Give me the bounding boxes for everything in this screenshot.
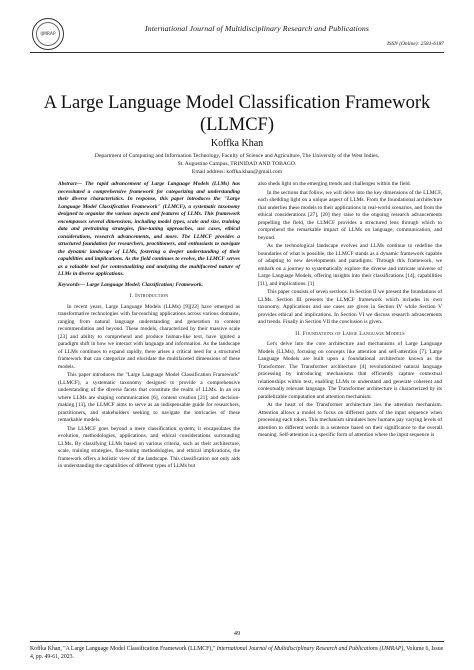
paragraph: also sheds light on the emerging trends and challenges within the field. — [258, 181, 411, 187]
paragraph: At the heart of the Transformer architecture lies the attention mechanism. Attention allows a model to focus on different parts of the input sequence when processing each token. This mechanism simulates how humans pay varying levels of attention to different words in a sentence based on their significance to the overall meaning. Self-attention is a specific form of attention where the input sequence is — [258, 402, 442, 438]
paragraph: This paper consists of seven sections. In Section II we present the foundations of LLMs. Section III presents the LLMCF framework which includes its own taxonomy. Applications and use cases are given in Section IV while Section V provides ethical and implications. In Section VI we discuss research advancements and trends. Finally in Section VII the conclusion is given. — [258, 289, 442, 325]
author-name: Koffka Khan — [210, 138, 264, 149]
left-column — [58, 181, 240, 472]
email: Email address: koffka.khan@gmail.com — [191, 169, 283, 175]
footer-journal: International Journal of Multidisciplinary Research and Publications (IJMRAP) — [216, 646, 404, 652]
logo-text: IJMRAP — [40, 31, 56, 37]
abstract-label: Abstract— — [58, 181, 82, 187]
citation-footer — [30, 645, 444, 661]
title-line-2: (LLMCF) — [200, 115, 274, 135]
abstract-body: The rapid advancement of Large Language Models (LLMs) has necessitated a comprehensive framework for categorizing and understanding their diverse characteristics. In response, this paper introduces the "Large Language Model Classification Framework" (LLMCF), a systematic taxonomy designed to organize the various aspects and features of LLMs. This framework encompasses several dimensions, including model types, scale and size, training data and pretraining strategies, fine-tuning approaches, use cases, ethical considerations, research advancements, and more. The LLMCF provides a structured foundation for researchers, practitioners, and enthusiasts to navigate the dynamic landscape of LLMs, fostering a deeper understanding of their capabilities and implications. As the field continues to evolve, the LLMCF serves as a valuable tool for contextualizing and analyzing the multifaceted nature of LLMs in diverse applications. — [58, 181, 240, 277]
footer-rule — [30, 641, 444, 642]
page-number: 49 — [233, 630, 241, 637]
affiliation — [40, 152, 434, 176]
section-heading-foundations: II. Foundations of Large Language Models — [295, 330, 405, 337]
footer-volume: , Volume 6, Issue 4, pp. 49-61, 2023. — [30, 646, 444, 660]
paragraph: In recent years, Large Language Models (LLMs) [9][22] have emerged as transformative technologies with far-reaching applications across various domains, ranging from natural language understanding and generation to content recommendation and beyond. These models, characterized by their massive scale [23] and ability to comprehend and produce human-like text, have ignited a paradigm shift in how we interact with language and information. As the landscape of LLMs continues to expand rapidly, there arises a critical need for a structured framework that can categorize and elucidate the multifaceted dimensions of these models. — [58, 303, 240, 370]
paragraph: In the sections that follow, we will delve into the key dimensions of the LLMCF, each shedding light on a unique aspect of LLMs. From the foundational architecture that underlies these models to their applications in real-world scenarios, and from the ethical considerations [27], [20] they raise to the ongoing research advancements propelling the field, the LLMCF provides a structured lens through which to comprehend the remarkable impact of LLMs on language, communication, and beyond. — [258, 189, 442, 241]
paper-title — [20, 92, 454, 136]
journal-logo — [32, 18, 64, 50]
affiliation-line-2: St. Augustine Campus, TRINIDAD AND TOBAGO. — [177, 161, 297, 167]
affiliation-line-1: Department of Computing and Information Technology, Faculty of Science and Agriculture, The University of the West Indies, — [94, 153, 380, 159]
title-line-1: A Large Language Model Classification Framework — [43, 93, 431, 113]
issn: ISSN (Online): 2581-6187 — [387, 41, 444, 47]
paragraph: As the technological landscape evolves and LLMs continue to redefine the boundaries of what is possible, the LLMCF stands as a dynamic framework capable of adapting to new developments and paradigms. Through this framework, we embark on a journey to systematically explore the diverse and intricate universe of Large Language Models, offering insights into their classifications [14], capabilities [11], and implications. [1] — [258, 243, 442, 287]
journal-name: International Journal of Multidisciplinary Research and Publications — [145, 24, 369, 33]
paragraph: The LLMCF goes beyond a mere classification system; it encapsulates the evolution, methodologies, applications, and ethical considerations surrounding LLMs. By classifying LLMs based on various criteria, such as their architecture, scale, training strategies, fine-tuning methodologies, and ethical implications, the framework offers a holistic view of the landscape. This classification not only aids in understanding the capabilities of different types of LLMs but — [58, 425, 240, 469]
footer-citation: Koffka Khan, "A Large Language Model Classification Framework (LLMCF)," — [30, 646, 217, 652]
keywords: Keywords— Large Language Model; Classification; Framework. — [58, 281, 203, 288]
paragraph: Let's delve into the core architecture and mechanisms of Large Language Models (LLMs), focusing on concepts like attention and self-attention [7]. Large Language Models are built upon a foundational architecture known as the Transformer. The Transformer architecture [4] revolutionized natural language processing by introducing mechanisms that efficiently capture contextual relationships within text, enabling LLMs to understand and generate coherent and contextually relevant language. The Transformer architecture is characterized by its parallelizable computation and attention mechanism. — [258, 341, 442, 400]
abstract — [58, 181, 240, 279]
paragraph: This paper introduces the "Large Language Model Classification Framework" (LLMCF), a systematic taxonomy designed to provide a comprehensive understanding of the diverse facets that constitute the realm of LLMs. In an era where LLMs are shaping communication [6], content creation [21], and decision-making [13], the LLMCF aims to serve as an indispensable guide for researchers, practitioners, and stakeholders seeking to navigate the intricacies of these remarkable models. — [58, 372, 240, 423]
header-rule — [30, 52, 444, 53]
section-heading-introduction: I. Introduction — [129, 293, 169, 299]
right-column — [258, 181, 442, 441]
